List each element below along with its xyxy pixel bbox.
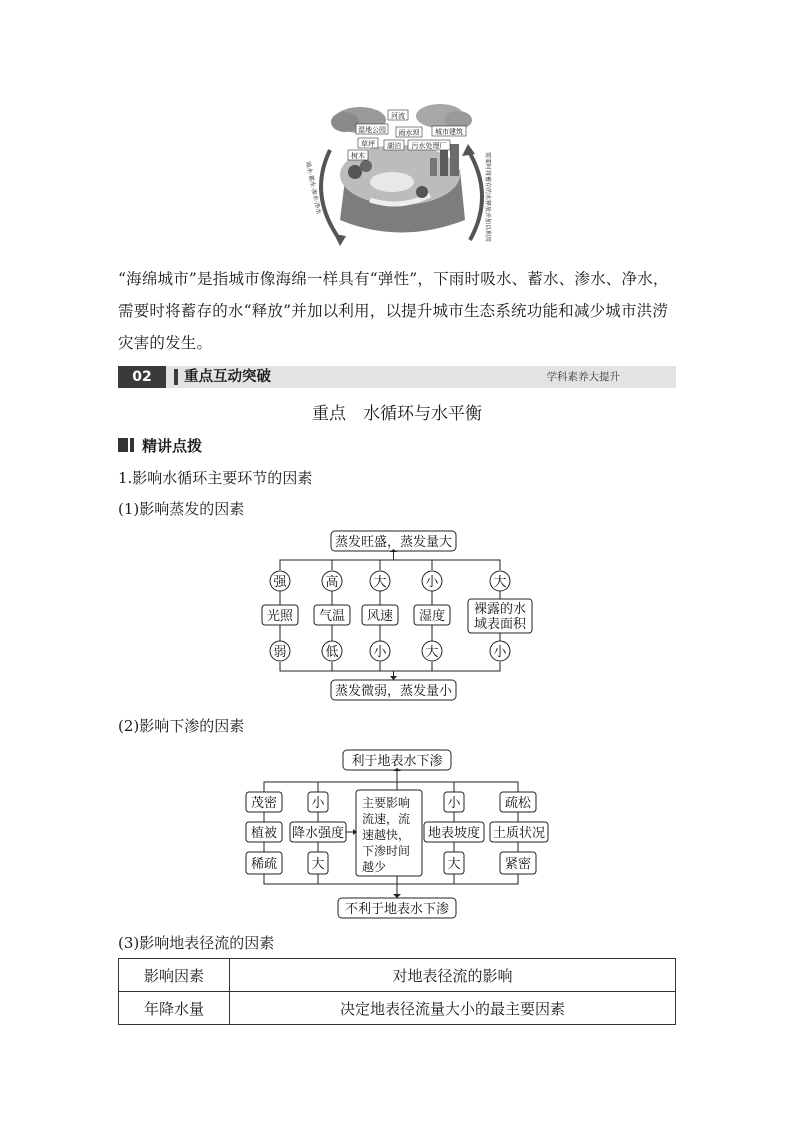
infil-veg: 植被 [250,826,278,841]
evap-bottom-box: 蒸发微弱，蒸发量小 [334,684,453,699]
infil-slope: 地表坡度 [427,826,481,841]
label-sewage-plant: 污水处理厂 [411,142,447,150]
section-subtitle: 学科素养大提升 [546,371,620,383]
evap-humidity-low: 大 [425,645,439,660]
evap-top-box: 蒸发旺盛，蒸发量大 [334,535,453,550]
table-cell: 年降水量 [119,992,230,1025]
evap-temp: 气温 [318,609,346,624]
evaporation-diagram [250,525,550,705]
infil-bottom-box: 不利于地表水下渗 [344,902,450,917]
label-rain-dam: 雨水坝 [398,129,420,137]
evap-wind-low: 小 [373,645,387,660]
infil-soil-good: 疏松 [504,796,532,811]
infil-note-5: 越少 [362,860,387,874]
table-header-row [119,959,676,992]
infil-slope-bad: 大 [447,857,461,872]
label-city-building: 城市建筑 [435,128,463,136]
infil-top-box: 利于地表水下渗 [351,754,443,769]
sub-1: (1)影响蒸发的因素 [118,500,245,518]
label-lake: 湖泊 [387,142,401,150]
infil-rain: 降水强度 [291,826,345,841]
evap-area-high: 大 [493,575,507,590]
infil-note-2: 流速，流 [362,812,411,826]
infiltration-diagram [240,744,560,924]
evap-light: 光照 [266,609,294,624]
banner-bar [174,369,178,385]
infil-rain-good: 小 [311,796,325,811]
label-trees: 树木 [351,152,365,160]
subheading-marker-2 [130,438,134,452]
right-arc-text: 需要时将蓄存的水释放并加以利用 [484,152,491,243]
subheading [118,435,202,457]
left-arc-text: 吸水·蓄水·渗水·净水 [304,160,323,215]
evap-area-low: 小 [493,645,507,660]
subheading-text: 精讲点拨 [142,437,203,455]
sub-2: (2)影响下渗的因素 [118,717,245,735]
sub-3: (3)影响地表径流的因素 [118,934,275,952]
infil-veg-good: 茂密 [250,796,278,811]
subheading-marker [118,438,128,452]
evap-temp-high: 高 [325,575,339,590]
infil-soil-bad: 紧密 [504,857,532,872]
infil-rain-bad: 大 [311,857,325,872]
section-banner [118,366,676,388]
section-number: 02 [118,366,166,388]
infil-soil: 土质状况 [492,826,546,841]
evap-humidity: 湿度 [418,609,446,624]
infil-note-4: 下渗时间 [362,844,411,858]
table-row [119,992,676,1025]
infil-note-3: 速越快， [362,828,411,842]
infil-veg-bad: 稀疏 [250,857,278,872]
evap-wind: 风速 [366,609,394,624]
topic-title: 重点 水循环与水平衡 [312,404,482,424]
label-river: 河流 [391,112,405,120]
evap-light-low: 弱 [273,645,287,660]
section-title: 重点互动突破 [184,369,271,385]
table-header-cell: 影响因素 [119,959,230,992]
sponge-city-illustration [300,100,500,250]
infil-slope-good: 小 [447,796,461,811]
evap-light-high: 强 [273,575,287,590]
infil-note-1: 主要影响 [362,796,411,810]
evap-temp-low: 低 [325,645,339,660]
point-1: 1.影响水循环主要环节的因素 [118,469,313,487]
label-lawn: 草坪 [361,140,375,148]
evap-humidity-high: 小 [425,575,439,590]
label-wetland-park: 湿地公园 [358,126,386,134]
evap-area-line1: 裸露的水 [473,602,527,617]
intro-paragraph: “海绵城市”是指城市像海绵一样具有“弹性”，下雨时吸水、蓄水、渗水、净水，需要时将蓄存的水“释放”并加以利用，以提升城市生态系统功能和减少城市洪涝灾害的发生。 [118,270,669,352]
table-cell: 决定地表径流量大小的最主要因素 [230,992,676,1025]
table-header-cell: 对地表径流的影响 [230,959,676,992]
evap-wind-high: 大 [373,575,387,590]
runoff-table [118,958,676,1025]
evap-area-line2: 域表面积 [473,617,527,632]
